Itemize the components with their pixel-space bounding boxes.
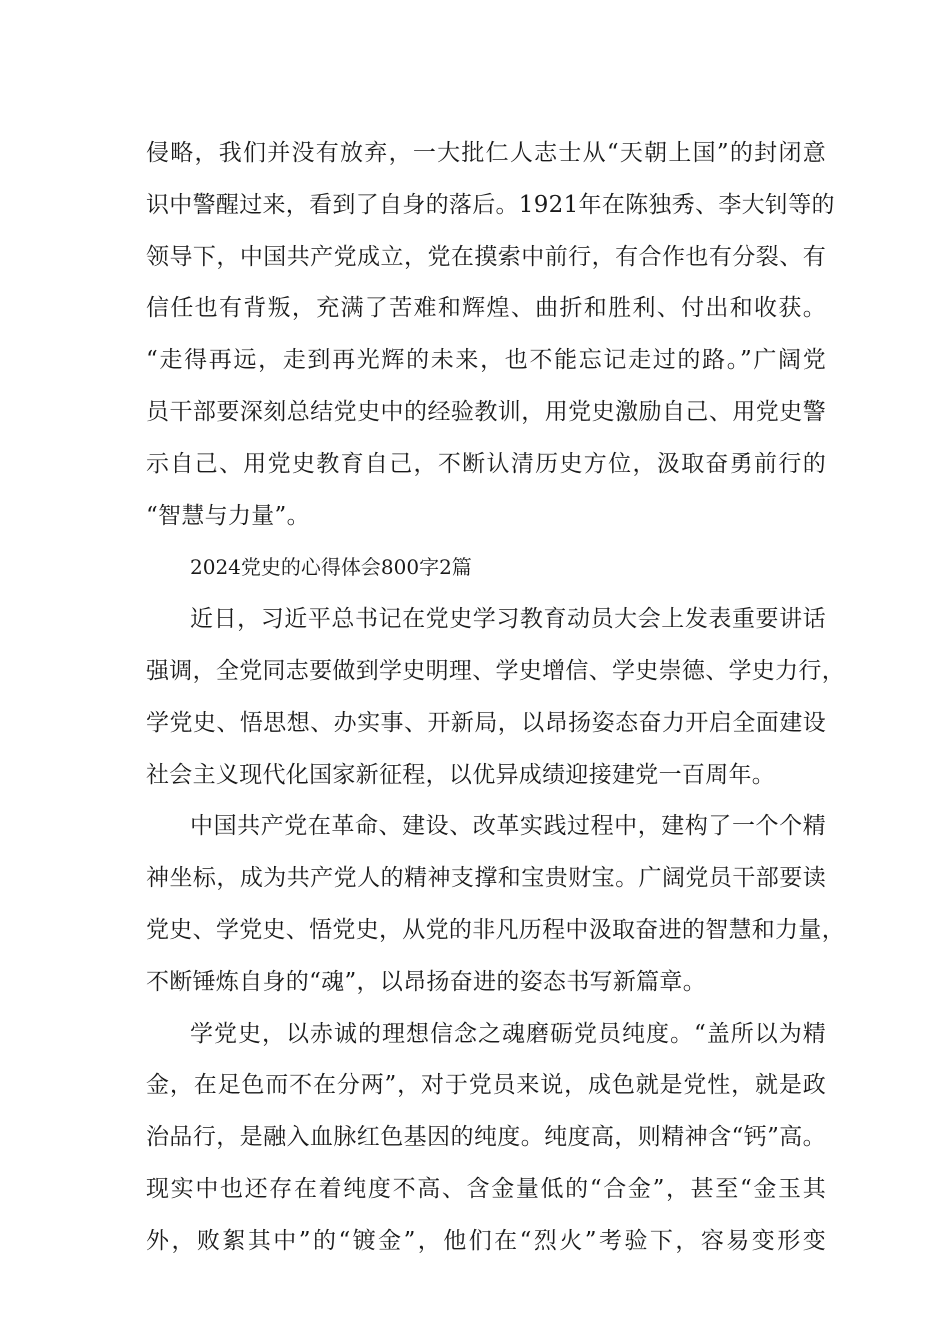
- text-line: 近日，习近平总书记在党史学习教育动员大会上发表重要讲话: [190, 606, 826, 633]
- text-line: 神坐标，成为共产党人的精神支撑和宝贵财宝。广阔党员干部要读: [146, 865, 826, 892]
- document-body: [146, 128, 845, 1268]
- text-line: 识中警醒过来，看到了自身的落后。1921年在陈独秀、李大钊等的: [146, 191, 835, 218]
- section-heading: [146, 542, 826, 594]
- text-line: 学党史、悟思想、办实事、开新局，以昂扬姿态奋力开启全面建设: [146, 709, 826, 736]
- text-line: 金，在足色而不在分两”，对于党员来说，成色就是党性，就是政: [146, 1072, 826, 1099]
- text-line: 不断锤炼自身的“魂”，以昂扬奋进的姿态书写新篇章。: [146, 968, 707, 995]
- text-line: 强调，全党同志要做到学史明理、学史增信、学史崇德、学史力行，: [146, 657, 845, 684]
- text-line: “智慧与力量”。: [146, 502, 310, 529]
- paragraph: [146, 128, 835, 542]
- text-line: 外，败絮其中”的“镀金”，他们在“烈火”考验下，容易变形变: [146, 1227, 826, 1254]
- text-line: 2024党史的心得体会800字2篇: [190, 555, 472, 580]
- paragraph: [146, 594, 845, 801]
- paragraph: [146, 1009, 826, 1268]
- text-line: 现实中也还存在着纯度不高、含金量低的“合金”，甚至“金玉其: [146, 1175, 826, 1202]
- text-line: 侵略，我们并没有放弃，一大批仁人志士从“天朝上国”的封闭意: [146, 140, 826, 166]
- text-line: 中国共产党在革命、建设、改革实践过程中，建构了一个个精: [190, 813, 826, 840]
- text-line: “走得再远，走到再光辉的未来，也不能忘记走过的路。”广阔党: [146, 347, 826, 374]
- text-line: 学党史，以赤诚的理想信念之魂磨砺党员纯度。“盖所以为精: [190, 1020, 826, 1047]
- text-line: 党史、学党史、悟党史，从党的非凡历程中汲取奋进的智慧和力量，: [146, 916, 845, 943]
- text-line: 治品行，是融入血脉红色基因的纯度。纯度高，则精神含“钙”高。: [146, 1124, 826, 1151]
- paragraph: [146, 801, 845, 1008]
- text-line: 员干部要深刻总结党史中的经验教训，用党史激励自己、用党史警: [146, 398, 826, 425]
- text-line: 示自己、用党史教育自己，不断认清历史方位，汲取奋勇前行的: [146, 450, 826, 477]
- text-line: 信任也有背叛，充满了苦难和辉煌、曲折和胜利、付出和收获。: [146, 295, 826, 322]
- text-line: 领导下，中国共产党成立，党在摸索中前行，有合作也有分裂、有: [146, 243, 826, 270]
- text-line: 社会主义现代化国家新征程，以优异成绩迎接建党一百周年。: [146, 761, 776, 788]
